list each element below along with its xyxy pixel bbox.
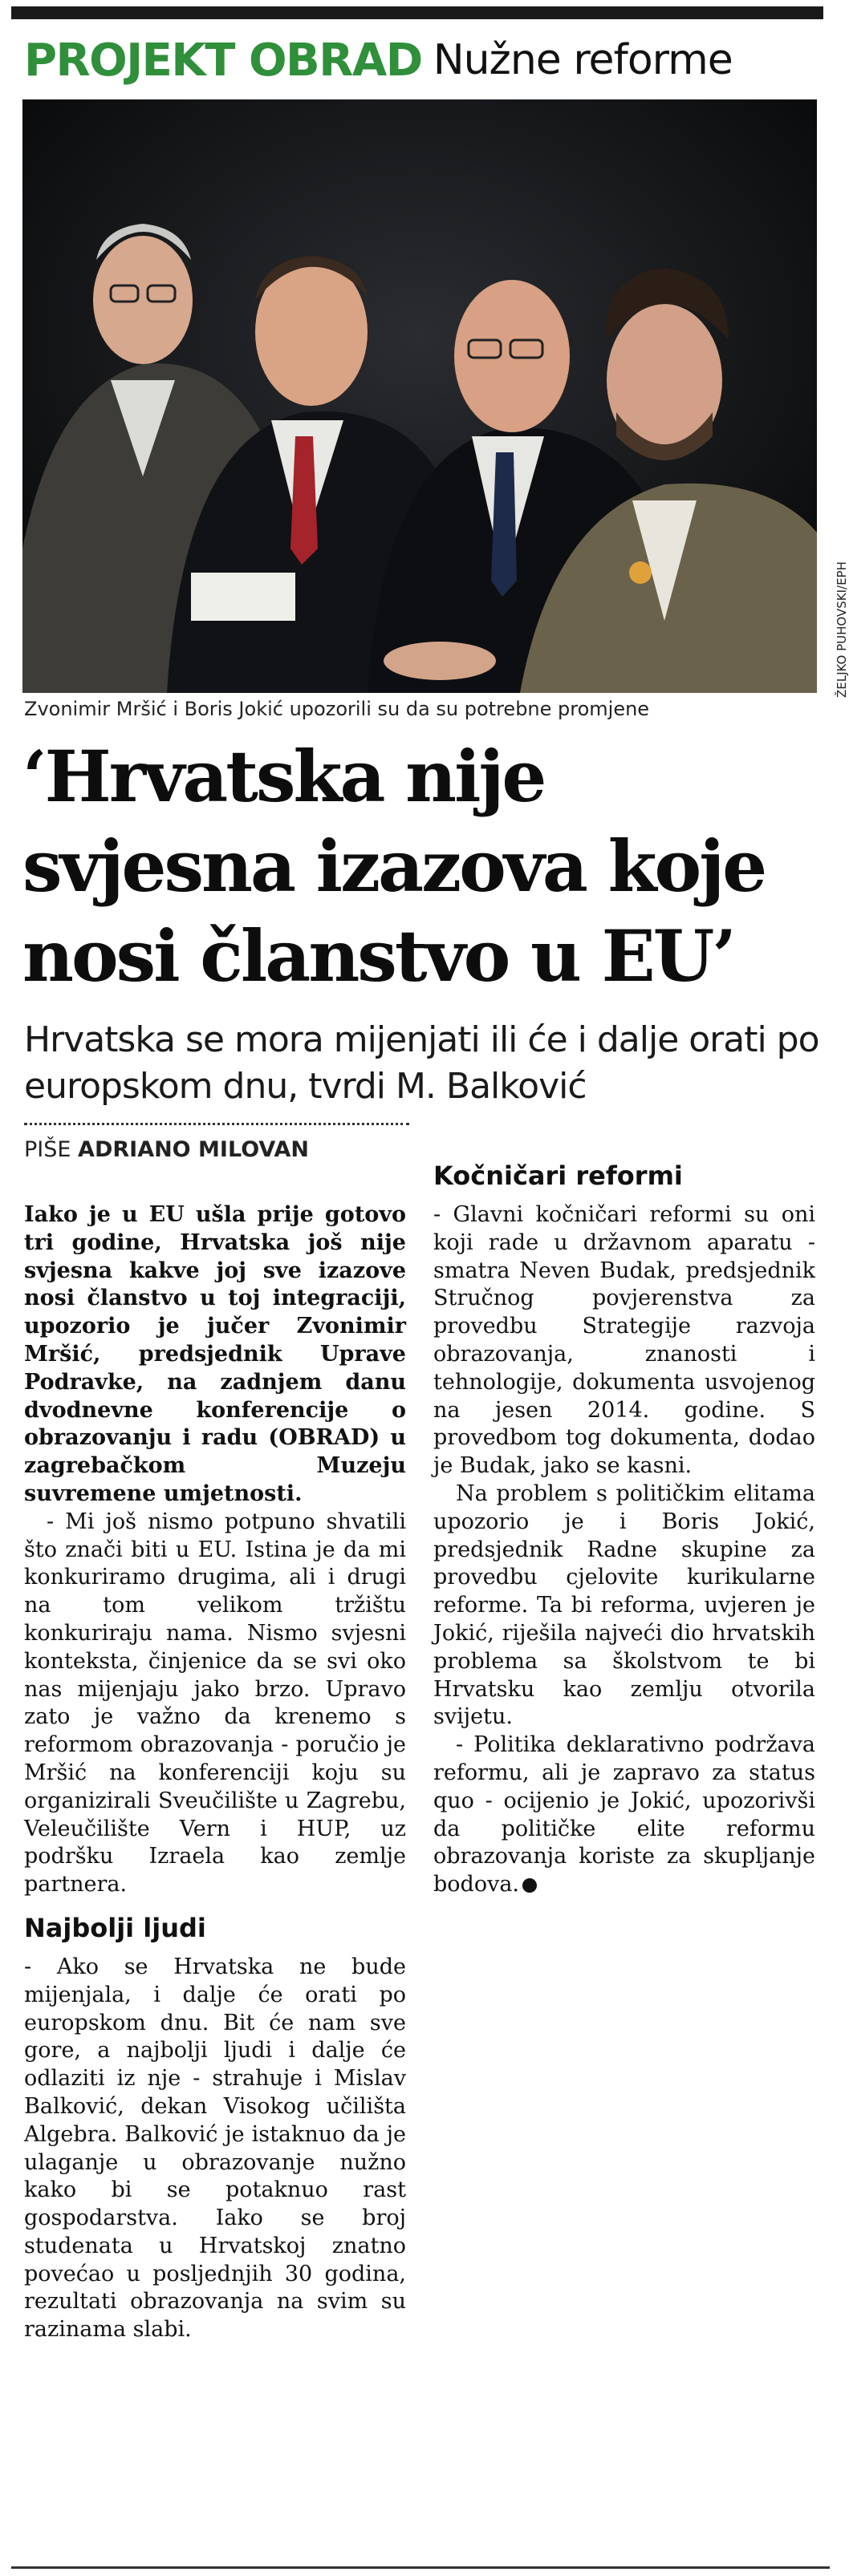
article-paragraph: - Mi još nismo potpuno shvatili što znači biti u EU. Istina je da mi konkuriramo drugima, ali i drugi na tom velikom tržištu konkuriraju nama. Nismo svjesni konteksta, činjenice da se svi oko nas mijenjaju jako brzo. Upravo zato je važno da krenemo s reformom obrazovanja - poručio je Mršić na konferenciji koju su organizirali Sveučilište u Zagrebu, Veleučilište Vern i HUP, uz podršku Izraela kao zemlje partnera. — [24, 1509, 406, 1898]
photo-credit: ŽELJKO PUHOVSKI/EPH — [835, 561, 849, 698]
article-photo — [22, 99, 817, 693]
bottom-rule — [11, 2566, 830, 2569]
section-label: PROJEKT OBRAD — [24, 34, 422, 87]
article-paragraph-final: - Politika deklarativno podržava reformu, ali je zapravo za status quo - ocijenio je Jokić, upozorivši da političke elite reformu obrazovanja koriste za skupljanje bodova. — [433, 1732, 815, 1898]
headline: ‘Hrvatska nije svjesna izazova koje nosi članstvo u EU’ — [22, 735, 766, 998]
article-column-right — [433, 1147, 815, 2566]
byline — [24, 1137, 309, 1162]
article-lead: Iako je u EU ušla prije gotovo tri godine, Hrvatska još nije svjesna kakve joj sve izazove nosi članstvo u toj integraciji, upozorio je jučer Zvonimir Mršić, predsjednik Uprave Podravke, na zadnjem danu dvodnevne konferencije o obrazovanju i radu (OBRAD) u zagrebačkom Muzeju suvremene umjetnosti. — [24, 1202, 406, 1506]
topic-label: Nužne reforme — [433, 36, 733, 84]
deck-subtitle: Hrvatska se mora mijenjati ili će i dalje orati po europskom dnu, tvrdi M. Balković — [24, 1019, 819, 1107]
top-rule — [11, 6, 823, 19]
article-paragraph: - Ako se Hrvatska ne bude mijenjala, i dalje će orati po europskom dnu. Bit će nam sve gore, a najbolji ljudi i dalje će odlaziti iz nje - strahuje i Mislav Balković, dekan Visokog učilišta Algebra. Balković je istaknuo da je ulaganje u obrazovanje nužno kako bi se potaknuo rast gospodarstva. Iako se broj studenata u Hrvatskoj znatno povećao u posljednjih 30 godina, rezultati obrazovanja na svim su razinama slabi. — [24, 1954, 406, 2343]
article-column-left — [24, 1201, 406, 2565]
byline-divider — [24, 1123, 409, 1125]
article-paragraph: Na problem s političkim elitama upozorio je i Boris Jokić, predsjednik Radne skupine za provedbu cjelovite kurikularne reforme. Ta bi reforma, uvjeren je Jokić, riješila najveći dio hrvatskih problema sa školstvom te bi Hrvatsku kao zemlju otvorila svijetu. — [433, 1480, 815, 1730]
photo-caption: Zvonimir Mršić i Boris Jokić upozorili su da su potrebne promjene — [24, 698, 650, 720]
article-paragraph: - Glavni kočničari reformi su oni koji rade u državnom aparatu - smatra Neven Budak, predsjednik Stručnog povjerenstva za provedbu Strategije razvoja obrazovanja, znanosti i tehnologije, dokumenta usvojenog na jesen 2014. godine. S provedbom tog dokumenta, dodao je Budak, jako se kasni. — [433, 1202, 815, 1479]
section-kicker — [24, 30, 733, 90]
end-of-article-icon — [522, 1878, 537, 1893]
subheading-kocnicari-reformi: Kočničari reformi — [433, 1160, 683, 1191]
byline-label: PIŠE — [24, 1137, 71, 1162]
byline-author: ADRIANO MILOVAN — [78, 1137, 309, 1162]
subheading-najbolji-ljudi: Najbolji ljudi — [24, 1912, 206, 1943]
